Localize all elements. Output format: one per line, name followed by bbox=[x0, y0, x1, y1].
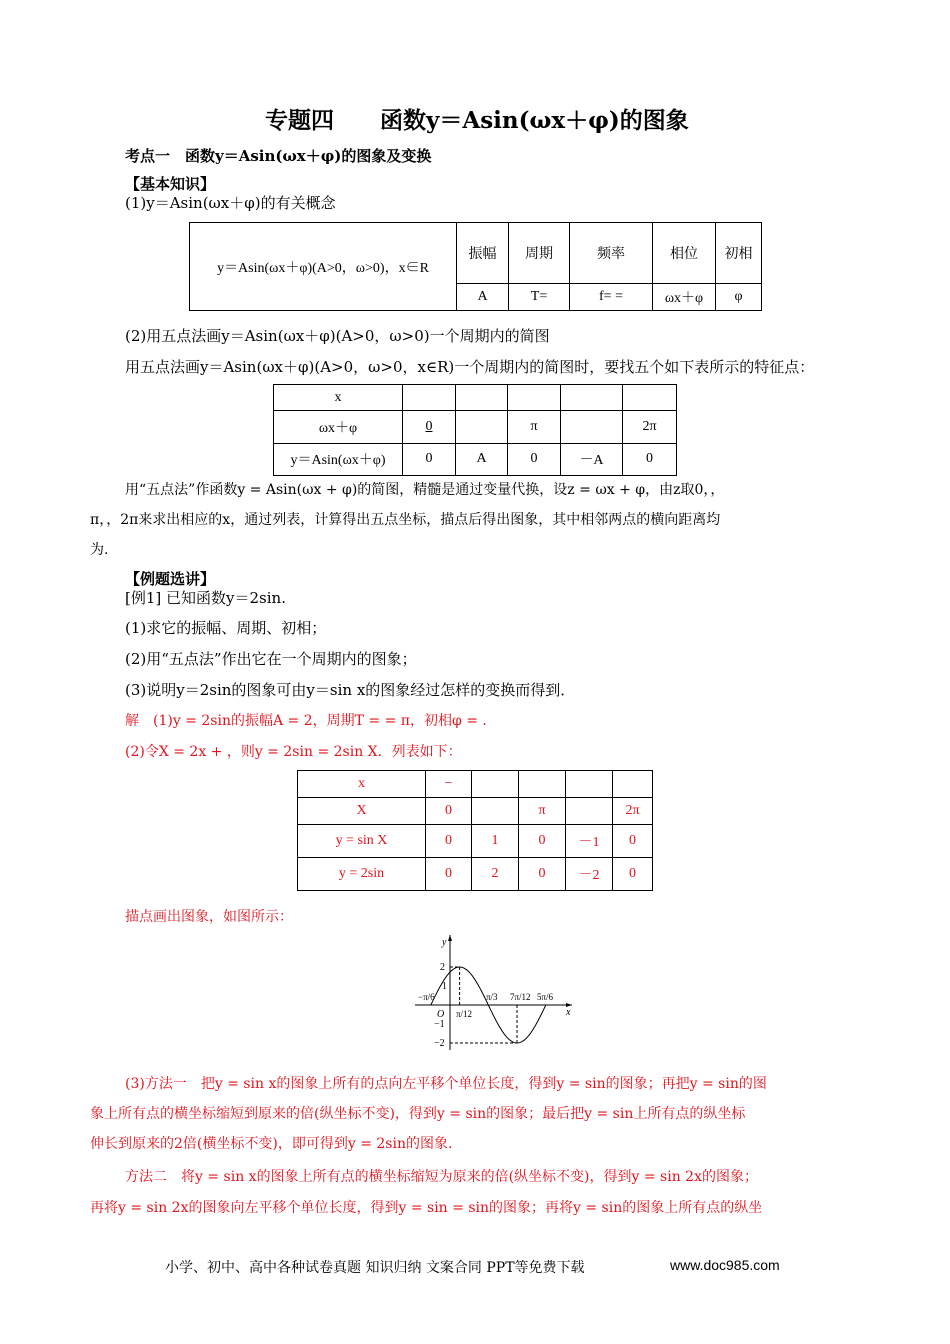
example-heading: 【例题选讲】 bbox=[125, 570, 216, 588]
solution-table bbox=[297, 770, 653, 891]
para-4-line2: π，，2π来求出相应的x，通过列表，计算得出五点坐标，描点后得出图象，其中相邻两点的横向距离均 bbox=[90, 512, 721, 528]
cell: ωx＋φ bbox=[274, 411, 403, 443]
tick-label: 7π/12 bbox=[510, 992, 531, 1002]
cell bbox=[613, 771, 653, 798]
cell: 初相 bbox=[716, 223, 762, 284]
cell bbox=[472, 797, 519, 824]
para-4-line1: 用“五点法”作函数y = Asin(ωx + φ)的简图，精髓是通过变量代换，设z = ωx + φ，由z取0，， bbox=[125, 482, 725, 498]
cell: A bbox=[456, 443, 508, 475]
tick-label: π/3 bbox=[486, 992, 498, 1002]
para-3: 用五点法画y＝Asin(ωx＋φ)(A>0，ω>0，x∈R)一个周期内的简图时，要找五个如下表所示的特征点： bbox=[125, 358, 815, 376]
tick-label: −2 bbox=[434, 1038, 445, 1049]
tick-label: 1 bbox=[442, 981, 447, 992]
solution-3: 描点画出图象，如图所示： bbox=[125, 909, 293, 925]
cell: 周期 bbox=[509, 223, 570, 284]
footer-url[interactable]: www.doc985.com bbox=[670, 1257, 780, 1273]
footer-text: 小学、初中、高中各种试卷真题 知识归纳 文案合同 PPT等免费下载 bbox=[165, 1260, 585, 1276]
cell: π bbox=[508, 411, 561, 443]
cell: − bbox=[426, 771, 472, 798]
origin-label: O bbox=[437, 1009, 445, 1020]
para-1: (1)y＝Asin(ωx＋φ)的有关概念 bbox=[125, 194, 336, 212]
cell: y = sin X bbox=[298, 824, 426, 857]
section-heading: 考点一 函数y＝Asin(ωx＋φ)的图象及变换 bbox=[125, 147, 432, 165]
x-label: x bbox=[566, 1007, 571, 1018]
cell: 2 bbox=[472, 857, 519, 890]
question-3: (3)说明y＝2sin的图象可由y＝sin x的图象经过怎样的变换而得到． bbox=[125, 681, 576, 699]
cell: －1 bbox=[566, 824, 613, 857]
tick-label: 2 bbox=[440, 962, 445, 973]
method-1-line2: 象上所有点的横坐标缩短到原来的倍(纵坐标不变)，得到y = sin的图象；最后把y = sin上所有点的纵坐标 bbox=[90, 1106, 746, 1122]
cell: －2 bbox=[566, 857, 613, 890]
page-title: 专题四 函数y＝Asin(ωx＋φ)的图象 bbox=[265, 107, 689, 134]
method-1-line3: 伸长到原来的2倍(横坐标不变)，即可得到y = 2sin的图象. bbox=[90, 1136, 453, 1152]
para-4-line3: 为. bbox=[90, 542, 109, 558]
cell: y＝Asin(ωx＋φ)(A>0，ω>0)，x∈R bbox=[190, 223, 457, 311]
tick-label: −π/6 bbox=[418, 992, 435, 1002]
cell: 0 bbox=[426, 824, 472, 857]
example-1: [例1] 已知函数y＝2sin. bbox=[125, 589, 286, 607]
solution-2: (2)令X = 2x + ，则y = 2sin = 2sin X．列表如下： bbox=[125, 744, 462, 760]
question-2: (2)用“五点法”作出它在一个周期内的图象； bbox=[125, 650, 417, 668]
cell bbox=[472, 771, 519, 798]
cell: 振幅 bbox=[457, 223, 509, 284]
cell bbox=[456, 411, 508, 443]
cell bbox=[456, 385, 508, 411]
cell: x bbox=[298, 771, 426, 798]
cell bbox=[566, 797, 613, 824]
cell bbox=[561, 385, 623, 411]
tick-label: −1 bbox=[434, 1019, 445, 1030]
basic-heading: 【基本知识】 bbox=[125, 175, 216, 193]
question-1: (1)求它的振幅、周期、初相； bbox=[125, 619, 327, 637]
cell bbox=[566, 771, 613, 798]
cell: π bbox=[519, 797, 566, 824]
cell: 0 bbox=[508, 443, 561, 475]
cell: y = 2sin bbox=[298, 857, 426, 890]
cell: －A bbox=[561, 443, 623, 475]
cell: 0 bbox=[426, 857, 472, 890]
cell: 0 bbox=[519, 857, 566, 890]
method-2-line1: 方法二 将y = sin x的图象上所有点的横坐标缩短为原来的倍(纵坐标不变)，得到y = sin 2x的图象； bbox=[125, 1169, 758, 1185]
cell: y＝Asin(ωx＋φ) bbox=[274, 443, 403, 475]
cell: 频率 bbox=[570, 223, 653, 284]
cell: φ bbox=[716, 284, 762, 311]
cell: 0 bbox=[623, 443, 677, 475]
y-label: y bbox=[442, 937, 447, 948]
cell: 0 bbox=[403, 443, 456, 475]
cell bbox=[508, 385, 561, 411]
cell: 2π bbox=[623, 411, 677, 443]
cell: 0 bbox=[613, 857, 653, 890]
cell bbox=[519, 771, 566, 798]
method-1-line1: (3)方法一 把y = sin x的图象上所有的点向左平移个单位长度，得到y = sin的图象；再把y = sin的图 bbox=[125, 1076, 767, 1092]
concept-table bbox=[189, 222, 762, 311]
cell: T= bbox=[509, 284, 570, 311]
cell bbox=[561, 411, 623, 443]
cell: x bbox=[274, 385, 403, 411]
solution-1: 解 (1)y = 2sin的振幅A = 2，周期T = = π，初相φ = . bbox=[125, 713, 487, 729]
cell: 1 bbox=[472, 824, 519, 857]
sine-graph bbox=[400, 925, 580, 1060]
five-point-table bbox=[273, 384, 677, 476]
cell: 0 bbox=[426, 797, 472, 824]
method-2-line2: 再将y = sin 2x的图象向左平移个单位长度，得到y = sin = sin的图象；再将y = sin的图象上所有点的纵坐 bbox=[90, 1200, 763, 1216]
para-2: (2)用五点法画y＝Asin(ωx＋φ)(A>0，ω>0)一个周期内的简图 bbox=[125, 327, 550, 345]
cell: X bbox=[298, 797, 426, 824]
tick-label: 5π/6 bbox=[537, 992, 554, 1002]
tick-label: π/12 bbox=[456, 1009, 473, 1019]
cell: 相位 bbox=[653, 223, 716, 284]
cell bbox=[403, 385, 456, 411]
cell: ωx＋φ bbox=[653, 284, 716, 311]
cell: 2π bbox=[613, 797, 653, 824]
cell: A bbox=[457, 284, 509, 311]
cell: 0 bbox=[519, 824, 566, 857]
cell: f= = bbox=[570, 284, 653, 311]
cell: 0 bbox=[403, 411, 456, 443]
cell: 0 bbox=[613, 824, 653, 857]
cell bbox=[623, 385, 677, 411]
